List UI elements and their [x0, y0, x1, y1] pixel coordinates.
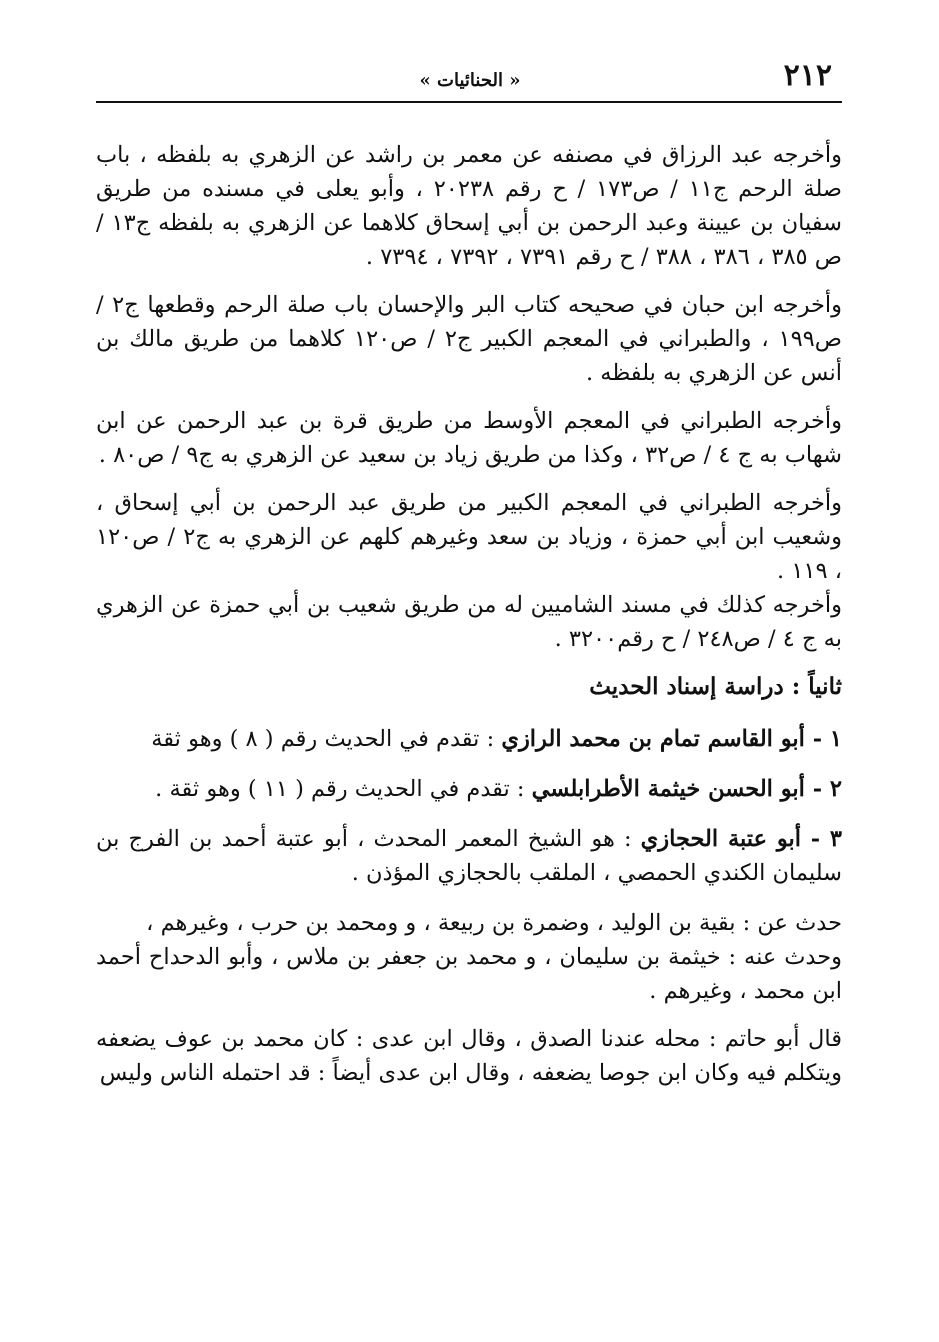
- running-title: « الحنائيات »: [419, 70, 521, 91]
- transmitters-block: [96, 906, 842, 1008]
- paragraph-musnad-shamiyyin: وأخرجه كذلك في مسند الشاميين له من طريق شعيب بن أبي حمزة عن الزهري به ج ٤ / ص٢٤٨ / ح رقم٣٢٠٠ .: [96, 592, 842, 652]
- narrator-note: : هو الشيخ المعمر المحدث ، أبو عتبة أحمد بن الفرج بن سليمان الكندي الحمصي ، الملقب بالحجازي المؤذن .: [96, 826, 842, 886]
- narrated-by: وحدث عنه : خيثمة بن سليمان ، و محمد بن جعفر بن ملاس ، وأبو الدحداح أحمد ابن محمد ، وغيرهم .: [96, 944, 842, 1004]
- narrator-entry: [96, 722, 842, 756]
- section-heading: ثانياً : دراسة إسناد الحديث: [589, 673, 842, 700]
- page-body: [96, 138, 842, 1104]
- paragraph-ibn-hibban: وأخرجه ابن حبان في صحيحه كتاب البر والإحسان باب صلة الرحم وقطعها ج٢ / ص١٩٩ ، والطبراني في المعجم الكبير ج٢ / ص١٢٠ كلاهما من طريق مالك بن أنس عن الزهري به بلفظه .: [96, 292, 843, 386]
- header-rule: [96, 101, 842, 103]
- narrator-note: : تقدم في الحديث رقم ( ٨ ) وهو ثقة: [151, 726, 502, 752]
- narrator-name: ١ - أبو القاسم تمام بن محمد الرازي: [501, 726, 842, 752]
- paragraph-abdurrazzaq: وأخرجه عبد الرزاق في مصنفه عن معمر بن راشد عن الزهري به بلفظه ، باب صلة الرحم ج١١ / ص١٧٣ / ح رقم ٢٠٢٣٨ ، وأبو يعلى في مسنده من طريق سفيان بن عيينة وعبد الرحمن بن أبي إسحاق كلاهما عن الزهري به بلفظه ج١٣ / ص ٣٨٥ ، ٣٨٦ ، ٣٨٨ / ح رقم ٧٣٩١ ، ٧٣٩٢ ، ٧٣٩٤ .: [96, 142, 842, 270]
- narrator-name: ٣ - أبو عتبة الحجازي: [640, 826, 842, 852]
- page-number: ٢١٢: [783, 58, 832, 93]
- narrator-entry: [96, 772, 842, 806]
- page-header: [98, 58, 842, 100]
- narrator-name: ٢ - أبو الحسن خيثمة الأطرابلسي: [531, 776, 842, 802]
- narrated-from: حدث عن : بقية بن الوليد ، وضمرة بن ربيعة ، و ومحمد بن حرب ، وغيرهم ،: [146, 910, 842, 936]
- narrator-note: : تقدم في الحديث رقم ( ١١ ) وهو ثقة .: [155, 776, 532, 802]
- paragraph-tabarani-awsat: وأخرجه الطبراني في المعجم الأوسط من طريق قرة بن عبد الرحمن عن ابن شهاب به ج ٤ / ص٣٢ ، وكذا من طريق زياد بن سعيد عن الزهري به ج٩ / ص٨٠ .: [96, 408, 842, 468]
- narrator-entry: [96, 822, 842, 890]
- paragraph-tabarani-kabir: وأخرجه الطبراني في المعجم الكبير من طريق عبد الرحمن بن أبي إسحاق ، وشعيب ابن أبي حمزة ، وزياد بن سعد وغيرهم كلهم عن الزهري به ج٢ / ص١٢٠ ، ١١٩ .: [96, 490, 842, 584]
- paragraph-assessment: قال أبو حاتم : محله عندنا الصدق ، وقال ابن عدى : كان محمد بن عوف يضعفه ويتكلم فيه وكان ابن جوصا يضعفه ، وقال ابن عدى أيضاً : قد احتمله الناس وليس: [96, 1026, 842, 1086]
